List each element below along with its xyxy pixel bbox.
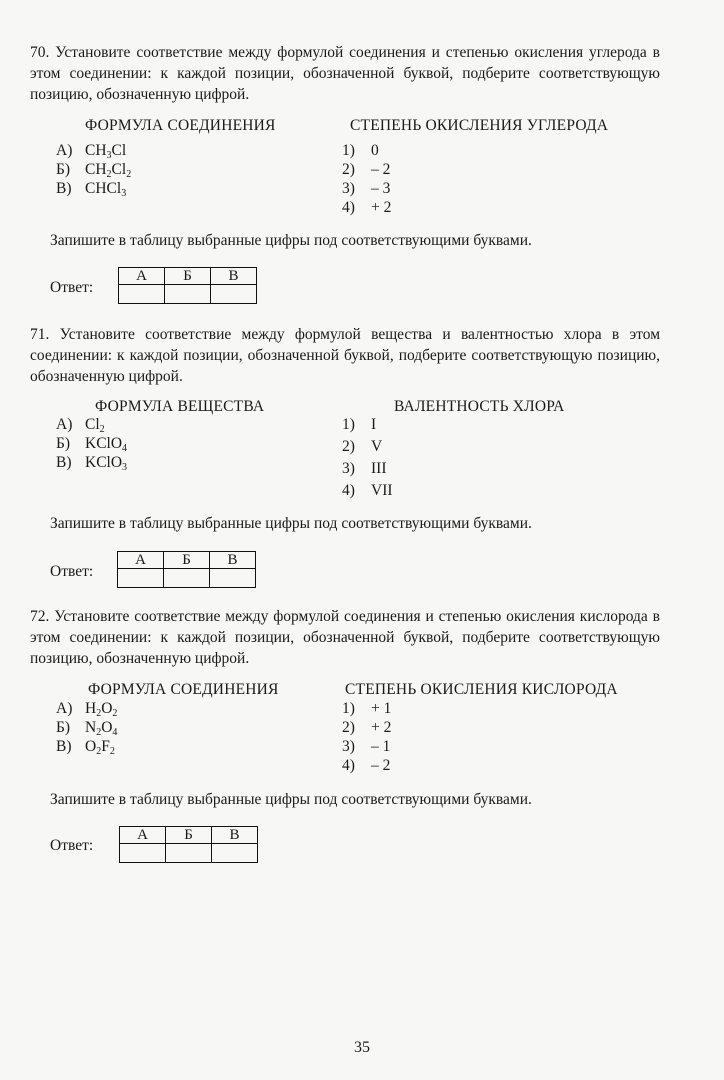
- right-column-header: ВАЛЕНТНОСТЬ ХЛОРА: [394, 398, 565, 415]
- answer-cell[interactable]: [165, 285, 211, 304]
- option-key: 2): [342, 161, 355, 178]
- option-key: 1): [342, 700, 355, 717]
- option-value: KClO$_3$: [85, 454, 128, 473]
- option-value: V: [371, 438, 383, 455]
- instruction-note: Запишите в таблицу выбранные цифры под соответствующими буквами.: [50, 515, 532, 532]
- option-value: + 1: [371, 700, 392, 717]
- formula-option: [56, 718, 117, 737]
- formula-option: [56, 141, 126, 160]
- option-key: 1): [342, 416, 355, 433]
- option-value: $O_2F_2$: [85, 738, 115, 757]
- option-value: – 3: [371, 180, 391, 197]
- answer-table: [117, 551, 256, 588]
- option-key: Б): [56, 435, 71, 452]
- left-column-header: ФОРМУЛА СОЕДИНЕНИЯ: [88, 681, 279, 698]
- left-column-header: ФОРМУЛА ВЕЩЕСТВА: [95, 398, 265, 415]
- option-key: 3): [342, 460, 355, 477]
- option-value: – 2: [371, 757, 391, 774]
- option-key: Б): [56, 719, 71, 736]
- formula-option: [56, 699, 117, 718]
- question-body: Установите соответствие между формулой вещества и валентностью хлора в этом соединении: к каждой позиции, обозначенной буквой, подберите соответствующую позицию, обозначенную цифрой.: [30, 326, 661, 385]
- answer-cell[interactable]: [118, 569, 164, 588]
- instruction-note: Запишите в таблицу выбранные цифры под соответствующими буквами.: [50, 232, 532, 249]
- option-key: 2): [342, 438, 355, 455]
- option-value: + 2: [371, 719, 392, 736]
- value-option: [342, 198, 391, 217]
- formula-option: [56, 415, 105, 434]
- value-option: [342, 179, 390, 198]
- option-key: В): [56, 454, 72, 471]
- answer-cell[interactable]: [212, 844, 258, 863]
- instruction-note: Запишите в таблицу выбранные цифры под соответствующими буквами.: [50, 791, 532, 808]
- value-option: [342, 160, 390, 179]
- option-key: А): [56, 700, 73, 717]
- value-option: [342, 756, 390, 775]
- value-option: [342, 141, 379, 160]
- option-value: CHCl$_3$: [85, 180, 127, 199]
- option-value: KClO$_4$: [85, 435, 128, 454]
- question-number: 72.: [30, 608, 50, 625]
- answer-column-header: А: [118, 552, 164, 569]
- right-column-header: СТЕПЕНЬ ОКИСЛЕНИЯ КИСЛОРОДА: [345, 681, 618, 698]
- question-text: [30, 42, 660, 105]
- value-option: [342, 437, 382, 456]
- formula-option: [56, 737, 115, 756]
- option-key: 4): [342, 199, 355, 216]
- option-value: $CH_2Cl_2$: [85, 161, 132, 180]
- answer-cell[interactable]: [164, 569, 210, 588]
- option-key: 3): [342, 738, 355, 755]
- question-text: [30, 606, 660, 669]
- formula-option: [56, 453, 127, 472]
- formula-option: [56, 179, 126, 198]
- answer-label: Ответ:: [50, 837, 94, 854]
- option-key: 2): [342, 719, 355, 736]
- value-option: [342, 699, 391, 718]
- option-value: III: [371, 460, 387, 477]
- option-value: $CH_3Cl$: [85, 142, 127, 161]
- value-option: [342, 415, 376, 434]
- option-value: $N_2O_4$: [85, 719, 118, 738]
- option-value: – 1: [371, 738, 391, 755]
- option-key: 4): [342, 482, 355, 499]
- value-option: [342, 737, 390, 756]
- answer-column-header: А: [119, 268, 165, 285]
- question-number: 70.: [30, 44, 50, 61]
- page-number: 35: [354, 1039, 370, 1056]
- option-key: 4): [342, 757, 355, 774]
- value-option: [342, 459, 387, 478]
- answer-cell[interactable]: [211, 285, 257, 304]
- answer-column-header: В: [212, 827, 258, 844]
- answer-cell[interactable]: [119, 285, 165, 304]
- question-text: [30, 324, 660, 387]
- answer-cell[interactable]: [210, 569, 256, 588]
- answer-column-header: Б: [164, 552, 210, 569]
- option-value: VII: [371, 482, 393, 499]
- left-column-header: ФОРМУЛА СОЕДИНЕНИЯ: [85, 117, 276, 134]
- answer-table: [119, 826, 258, 863]
- answer-label: Ответ:: [50, 563, 94, 580]
- answer-column-header: А: [120, 827, 166, 844]
- formula-option: [56, 434, 127, 453]
- option-value: $H_2O_2$: [85, 700, 118, 719]
- answer-column-header: В: [211, 268, 257, 285]
- value-option: [342, 481, 393, 500]
- answer-column-header: Б: [166, 827, 212, 844]
- option-value: – 2: [371, 161, 391, 178]
- answer-label: Ответ:: [50, 279, 94, 296]
- answer-column-header: Б: [165, 268, 211, 285]
- answer-table: [118, 267, 257, 304]
- right-column-header: СТЕПЕНЬ ОКИСЛЕНИЯ УГЛЕРОДА: [350, 117, 609, 134]
- option-key: А): [56, 142, 73, 159]
- value-option: [342, 718, 391, 737]
- option-key: 1): [342, 142, 355, 159]
- option-value: $Cl_2$: [85, 416, 105, 435]
- option-key: 3): [342, 180, 355, 197]
- option-value: + 2: [371, 199, 392, 216]
- option-key: В): [56, 738, 72, 755]
- option-value: 0: [371, 142, 379, 159]
- question-body: Установите соответствие между формулой соединения и степенью окисления кислорода в этом соединении: к каждой позиции, обозначенной буквой, подберите соответствующую позицию, обозначенную цифрой.: [30, 608, 660, 667]
- formula-option: [56, 160, 131, 179]
- question-number: 71.: [30, 326, 50, 343]
- option-key: Б): [56, 161, 71, 178]
- option-value: I: [371, 416, 377, 433]
- question-body: Установите соответствие между формулой соединения и степенью окисления углерода в этом соединении: к каждой позиции, обозначенной буквой, подберите соответствующую позицию, обозначенную цифрой.: [30, 44, 660, 103]
- option-key: В): [56, 180, 72, 197]
- answer-cell[interactable]: [166, 844, 212, 863]
- option-key: А): [56, 416, 73, 433]
- answer-cell[interactable]: [120, 844, 166, 863]
- answer-column-header: В: [210, 552, 256, 569]
